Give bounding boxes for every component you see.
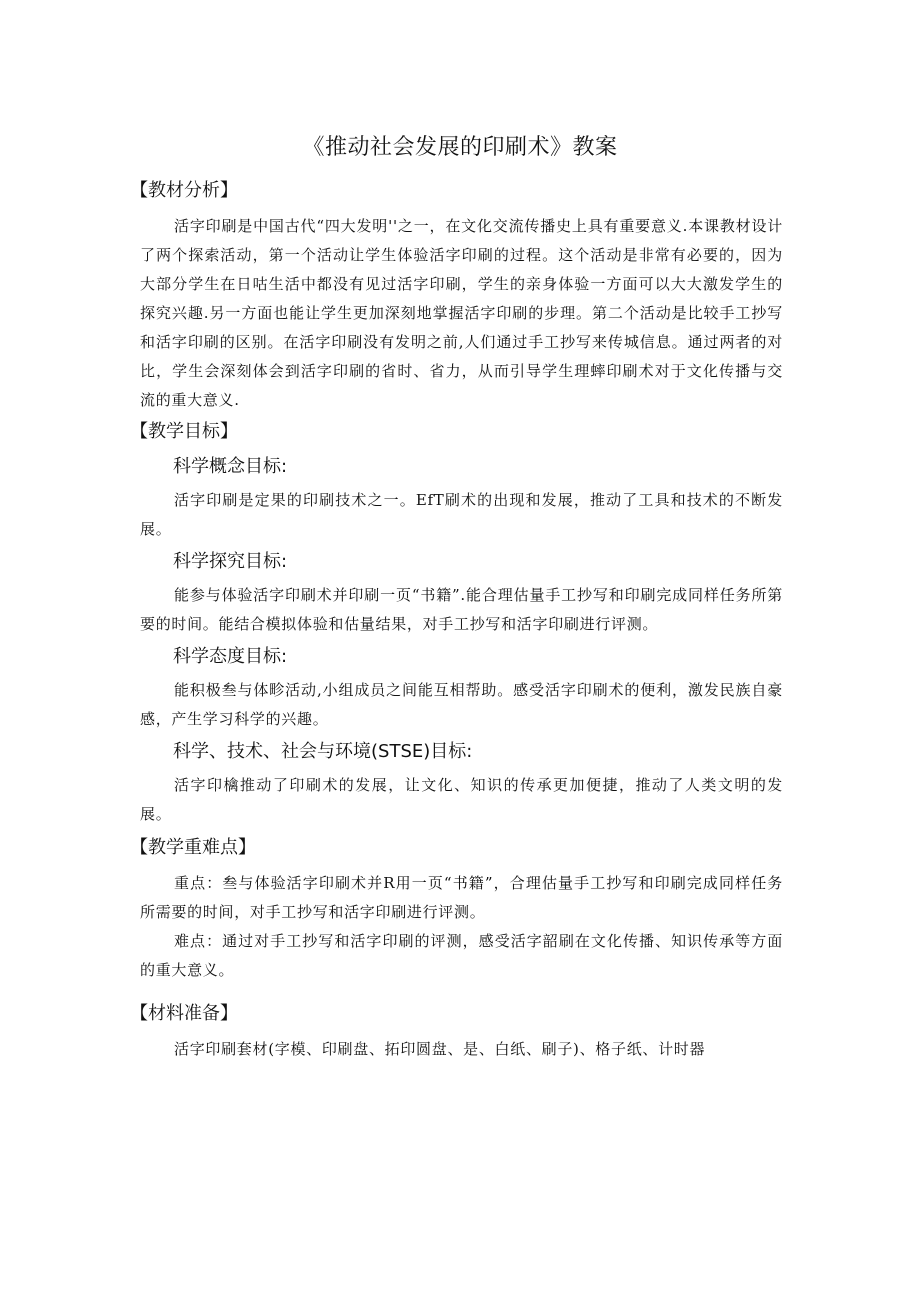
section-heading-teaching-goals: 【教学目标】 [130, 421, 238, 442]
stse-goal-text: 活字印檎推动了印刷术的发展，让文化、知识的传承更加便捷，推动了人类文明的发展。 [140, 776, 783, 823]
section-heading-materials: 【材料准备】 [130, 1003, 238, 1024]
page-title: 《推动社会发展的印刷术》教案 [302, 135, 618, 160]
subheading-stse-goal: 科学、技术、社会与环境(STSE)目标: [173, 741, 473, 762]
subheading-science-attitude-goal: 科学态度目标: [173, 646, 288, 667]
textbook-analysis-paragraph: 活字印刷是中国古代“四大发明''之一，在文化交流传播史上具有重要意义.本课教材设计了两个探索活动，第一个活动让学生体验活字印刷的过程。这个活动是非常有必要的，因为大部分学生在日咕生活中都没有见过活字印刷，学生的亲身体验一方面可以大大激发学生的探究兴趣.另一方面也能让学生更加深刻地掌握活字印刷的步理。第二个活动是比较手工抄写和活字印刷的区别。在活字印刷没有发明之前,人们通过手工抄写来传城信息。通过两者的对比，学生会深刻体会到活字印刷的省时、省力，从而引导学生理蟀印刷术对于文化传播与交流的重大意义. [140, 217, 783, 409]
subheading-science-inquiry-goal: 科学探究目标: [173, 551, 288, 572]
key-point-paragraph: 重点：叁与体验活字印刷术并R用一页“书籍”，合理估量手工抄写和印刷完成同样任务所需要的时间，对手工抄写和活字印刷进行评测。 [140, 874, 783, 921]
section-heading-key-difficult-points: 【教学重难点】 [130, 837, 256, 858]
difficult-point-paragraph: 难点：通过对手工抄写和活字印刷的评测，感受活字韶刷在文化传播、知识传承等方面的重大意义。 [140, 932, 783, 979]
subheading-science-concept-goal: 科学概念目标: [173, 456, 288, 477]
science-inquiry-goal-text: 能参与体验活字印刷术并印刷一页“书籍”.能合理估量手工抄写和印刷完成同样任务所第要的时间。能结合模拟体验和估量结果，对手工抄写和活字印刷进行评测。 [140, 586, 783, 633]
science-concept-goal-text: 活字印刷是定果的印刷技术之一。EfT刷术的出现和发展，推动了工具和技术的不断发展。 [140, 491, 783, 538]
materials-paragraph: 活字印刷套材(字模、印刷盘、拓印圆盘、是、白纸、刷子)、格子纸、计时器 [174, 1040, 706, 1058]
science-attitude-goal-text: 能积极叁与体畛活动,小组成员之间能互相帮助。感受活字印刷术的便利，激发民族自豪感，产生学习科学的兴趣。 [140, 681, 783, 728]
section-spacer [140, 985, 783, 999]
document-body [130, 176, 783, 1064]
section-heading-textbook-analysis: 【教材分析】 [130, 180, 238, 201]
